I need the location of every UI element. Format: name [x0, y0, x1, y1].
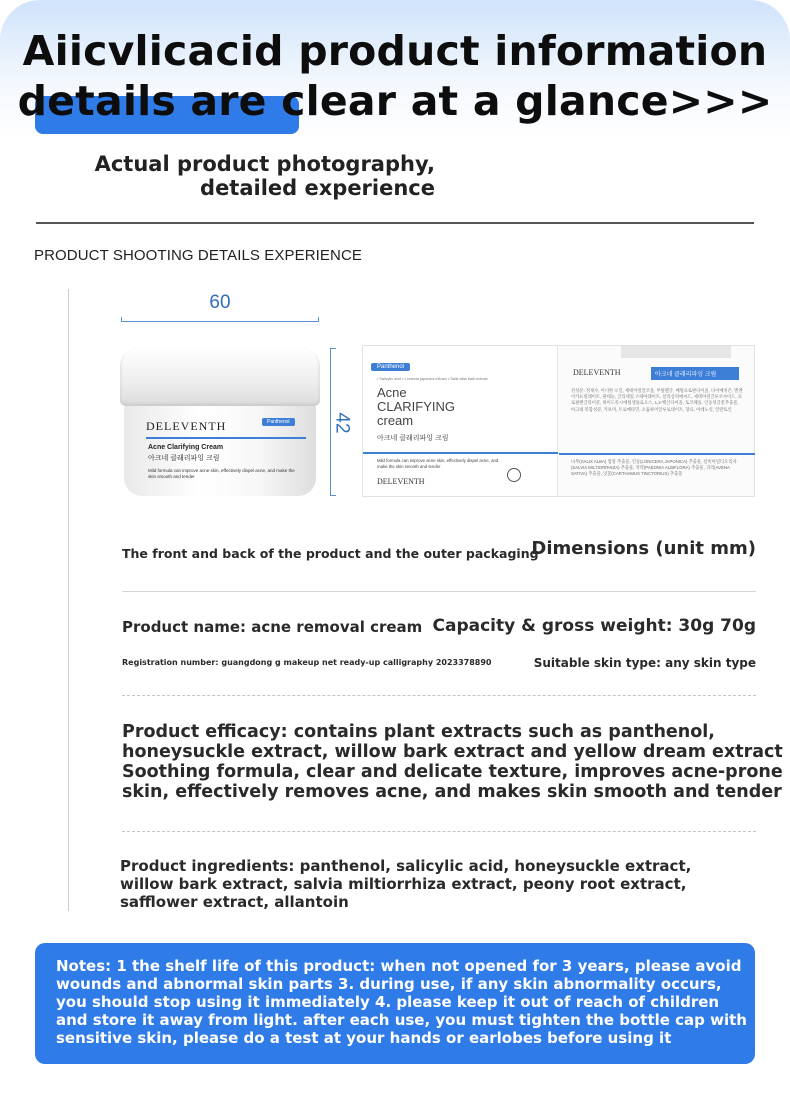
- box-back-name-ko: 아크네 클래리파잉 크림: [651, 367, 739, 380]
- jar-name-en: Acne Clarifying Cream: [148, 444, 224, 451]
- box-name-ko: 아크네 클래리파잉 크림: [377, 435, 449, 442]
- box-tag: Panthenol: [371, 363, 410, 371]
- section-label: PRODUCT SHOOTING DETAILS EXPERIENCE: [34, 247, 362, 264]
- capacity: Capacity & gross weight: 30g 70g: [432, 616, 756, 636]
- ingredients-line-1: Product ingredients: panthenol, salicylic acid, honeysuckle extract,: [120, 857, 692, 875]
- efficacy-line-2: honeysuckle extract, willow bark extract and yellow dream extract: [122, 742, 783, 762]
- product-ingredients: [120, 857, 760, 911]
- box-back-text: 전성분: 정제수, 이너한 오일, 세테아릴알코올, 부틸렌글, 메틸프로판다이올, 다이메치콘, 멜엔이카프릴레이트, 판테놀, 글리세릴 스테아레이트, 살리실릭애씨드, 세테아릴글루코사이드, 프로필렌글라이콜, 하이드록시에틸셀룰로오스, 1,2-헥산다이올, 토코페롤, 인동덩굴꽃추출물, 아크네 복합성분, 카보머, 트로메타민, 소듐하이알루로네이트, 향료, 아데노신, 알란토인: [571, 388, 743, 412]
- notes-panel: [35, 943, 755, 1064]
- notes-line-3: you should stop using it immediately 4. please keep it out of reach of children: [56, 993, 720, 1011]
- efficacy-line-3: Soothing formula, clear and delicate texture, improves acne-prone: [122, 762, 783, 782]
- section-divider: [36, 222, 754, 224]
- efficacy-line-1: Product efficacy: contains plant extracts such as panthenol,: [122, 722, 715, 742]
- seal-icon: [507, 468, 521, 482]
- subtitle-line-1: Actual product photography,: [94, 152, 435, 176]
- jar-lid: [120, 348, 320, 406]
- width-dimension-line: [121, 321, 319, 322]
- box-back-accent-bar: [559, 453, 755, 455]
- dimensions-caption: Dimensions (unit mm): [531, 538, 756, 559]
- product-efficacy: [122, 722, 783, 802]
- skin-type: Suitable skin type: any skin type: [533, 656, 756, 670]
- box-back-flap: [621, 346, 731, 358]
- ingredients-line-2: willow bark extract, salvia miltiorrhiza extract, peony root extract,: [120, 875, 687, 893]
- ingredients-line-3: safflower extract, allantoin: [120, 893, 349, 911]
- product-name: Product name: acne removal cream: [122, 618, 423, 636]
- box-back-text-2: 나무(SALIX ALBA) 껍질 추출물, 인동(LONICERA JAPONICA) 추출물, 살비아밀티오리자(SALVIA MILTIORRHIZA) 추출물, 작약(PAEONIA ALBIFLORA) 추출물, 귀리(AVENA SATIVA) 추출물, 잇꽃(CARTHAMUS TINCTORIUS) 추출물: [571, 459, 737, 477]
- jar-accent-bar: [146, 437, 306, 439]
- box-sub: • Salicylic acid • Lonicera japonica extract • Salix alba bark extract: [377, 377, 488, 381]
- efficacy-line-4: skin, effectively removes acne, and makes skin smooth and tender: [122, 782, 782, 802]
- caption-divider: [122, 591, 756, 592]
- jar-body: [124, 406, 316, 496]
- box-title: [377, 386, 455, 428]
- headline-line-1: Aiicvlicacid product information: [22, 27, 768, 75]
- subtitle: [60, 152, 435, 200]
- jar-brand: DELEVENTH: [146, 419, 227, 433]
- box-front: [363, 346, 558, 496]
- box-title-line-2: CLARIFYING: [377, 399, 456, 414]
- notes-line-1: Notes: 1 the shelf life of this product: when not opened for 3 years, please avoid: [56, 957, 742, 975]
- vertical-guide-line: [68, 289, 69, 911]
- notes-line-4: and store it away from light. after each use, you must tighten the bottle cap with: [56, 1011, 747, 1029]
- headline: [0, 26, 790, 126]
- box-back: [559, 346, 755, 496]
- height-dimension-label: 42: [331, 412, 353, 434]
- jar-name-ko: 아크네 클래리파잉 크림: [148, 455, 220, 462]
- headline-line-2: details are clear at a glance>>>: [17, 77, 773, 125]
- subtitle-line-2: detailed experience: [200, 176, 435, 200]
- product-box-image: [362, 345, 755, 497]
- box-title-line-1: Acne: [377, 385, 407, 400]
- jar-description: Mild formula can improve acne skin, effectively dispel acne, and make the skin smooth and tender: [148, 468, 295, 479]
- box-brand: DELEVENTH: [377, 477, 425, 486]
- box-accent-bar: [363, 452, 558, 454]
- registration-number: Registration number: guangdong g makeup net ready-up calligraphy 2023378890: [122, 658, 492, 667]
- width-dimension-label: 60: [209, 292, 231, 313]
- notes-line-5: sensitive skin, please do a test at your hands or earlobes before using it: [56, 1029, 672, 1047]
- image-caption: The front and back of the product and the outer packaging: [122, 546, 539, 561]
- dashed-divider: [122, 831, 756, 832]
- dashed-divider: [122, 695, 756, 696]
- box-back-brand: DELEVENTH: [573, 368, 621, 377]
- product-jar-image: [120, 348, 320, 496]
- notes-line-2: wounds and abnormal skin parts 3. during use, if any skin abnormality occurs,: [56, 975, 722, 993]
- jar-tag: Panthenol: [262, 418, 295, 426]
- box-title-line-3: cream: [377, 413, 414, 428]
- box-description: Mild formula can improve acne skin, effectively dispel acne, and make the skin smooth and tender: [377, 458, 499, 469]
